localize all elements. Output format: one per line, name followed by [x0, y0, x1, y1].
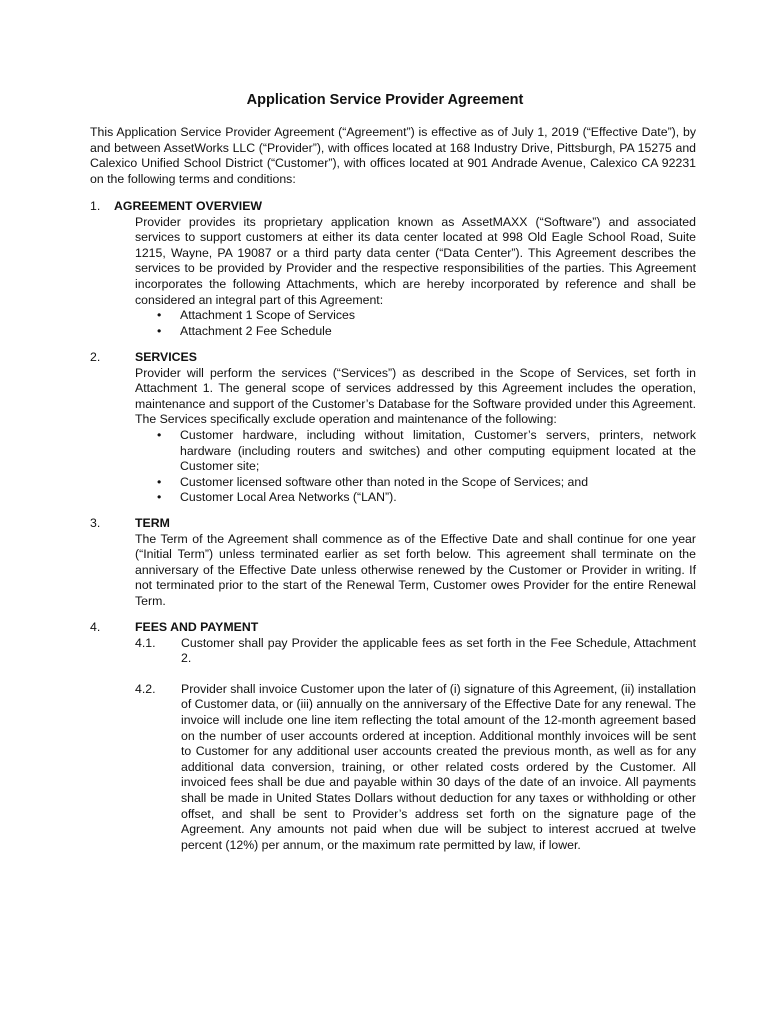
section-number: 3. [90, 516, 101, 530]
bullet-icon: • [157, 427, 162, 442]
subsection-4-2 [135, 682, 696, 854]
bullet-icon: • [157, 490, 162, 505]
bullet-icon: • [157, 474, 162, 489]
document-title: Application Service Provider Agreement [246, 92, 524, 108]
section-body: Provider provides its proprietary application known as AssetMAXX (“Software”) and associated services to support customers at either its data center located at 998 Old Eagle School Road, Suite 1215, Wayne, PA 19087 or a third party data center (“Data Center”). This Agreement describes the services to be provided by Provider and the respective responsibilities of the parties. This Agreement incorporates the following Attachments, which are hereby incorporated by reference and shall be considered an integral part of this Agreement: [135, 214, 696, 307]
subsection-number: 4.2. [135, 681, 156, 696]
section-heading: AGREEMENT OVERVIEW [114, 199, 263, 213]
list-item-text: Attachment 1 Scope of Services [180, 308, 355, 323]
section-number: 1. [90, 199, 101, 213]
section-fees-and-payment [90, 620, 696, 853]
section-number: 2. [90, 350, 101, 364]
bullet-icon: • [157, 308, 162, 323]
section-number: 4. [90, 620, 101, 634]
section-agreement-overview [90, 199, 696, 339]
list-item [157, 428, 696, 475]
list-item [157, 308, 696, 324]
list-item [157, 475, 696, 491]
section-services [90, 350, 696, 506]
subsection-number: 4.1. [135, 635, 156, 650]
subsection-text: Provider shall invoice Customer upon the later of (i) signature of this Agreement, (ii) installation of Customer data, or (iii) annually on the anniversary of the Effective Date for any renewal. The invoice will include one line item reflecting the total amount of the 12-month agreement based on the number of user accounts ordered at inception. Additional monthly invoices will be sent to Customer for any additional user accounts created the previous month, as well as for any additional data conversion, training, or other related costs ordered by the Customer. All invoiced fees shall be due and payable within 30 days of the date of an invoice. All payments shall be made in United States Dollars without deduction for any taxes or withholding or other offset, and shall be sent to Provider’s address set forth on the signature page of the Agreement. Any amounts not paid when due will be subject to interest accrued at twelve percent (12%) per annum, or the maximum rate permitted by law, if lower. [181, 681, 696, 852]
attachment-list [157, 308, 696, 339]
intro-paragraph: This Application Service Provider Agreement (“Agreement”) is effective as of July 1, 2019 (“Effective Date”), by and between AssetWorks LLC (“Provider”), with offices located at 168 Industry Drive, Pittsburgh, PA 15275 and Calexico Unified School District (“Customer”), with offices located at 901 Andrade Avenue, Calexico CA 92231 on the following terms and conditions: [90, 125, 696, 186]
list-item-text: Customer licensed software other than noted in the Scope of Services; and [180, 474, 589, 489]
list-item [157, 490, 696, 506]
exclusion-list [157, 428, 696, 506]
list-item-text: Customer Local Area Networks (“LAN”). [180, 490, 397, 505]
subsection-text: Customer shall pay Provider the applicable fees as set forth in the Fee Schedule, Attachment 2. [181, 635, 696, 666]
section-term [90, 516, 696, 610]
section-heading: FEES AND PAYMENT [135, 620, 259, 634]
bullet-icon: • [157, 323, 162, 338]
list-item-text: Customer hardware, including without limitation, Customer’s servers, printers, network hardware (including routers and switches) and other computing equipment located at the Customer site; [180, 427, 696, 474]
list-item-text: Attachment 2 Fee Schedule [180, 323, 332, 338]
section-heading: SERVICES [135, 350, 197, 364]
section-body: The Term of the Agreement shall commence as of the Effective Date and shall continue for one year (“Initial Term”) unless terminated earlier as set forth below. This agreement shall terminate on the anniversary of the Effective Date unless otherwise renewed by the Customer or Provider in writing. If not terminated prior to the start of the Renewal Term, Customer owes Provider for the entire Renewal Term. [135, 531, 696, 608]
section-heading: TERM [135, 516, 170, 530]
section-body: Provider will perform the services (“Services”) as described in the Scope of Services, set forth in Attachment 1. The general scope of services addressed by this Agreement includes the operation, maintenance and support of the Customer’s Database for the Software provided under this Agreement. The Services specifically exclude operation and maintenance of the following: [135, 365, 696, 427]
subsection-4-1 [135, 636, 696, 667]
list-item [157, 324, 696, 340]
